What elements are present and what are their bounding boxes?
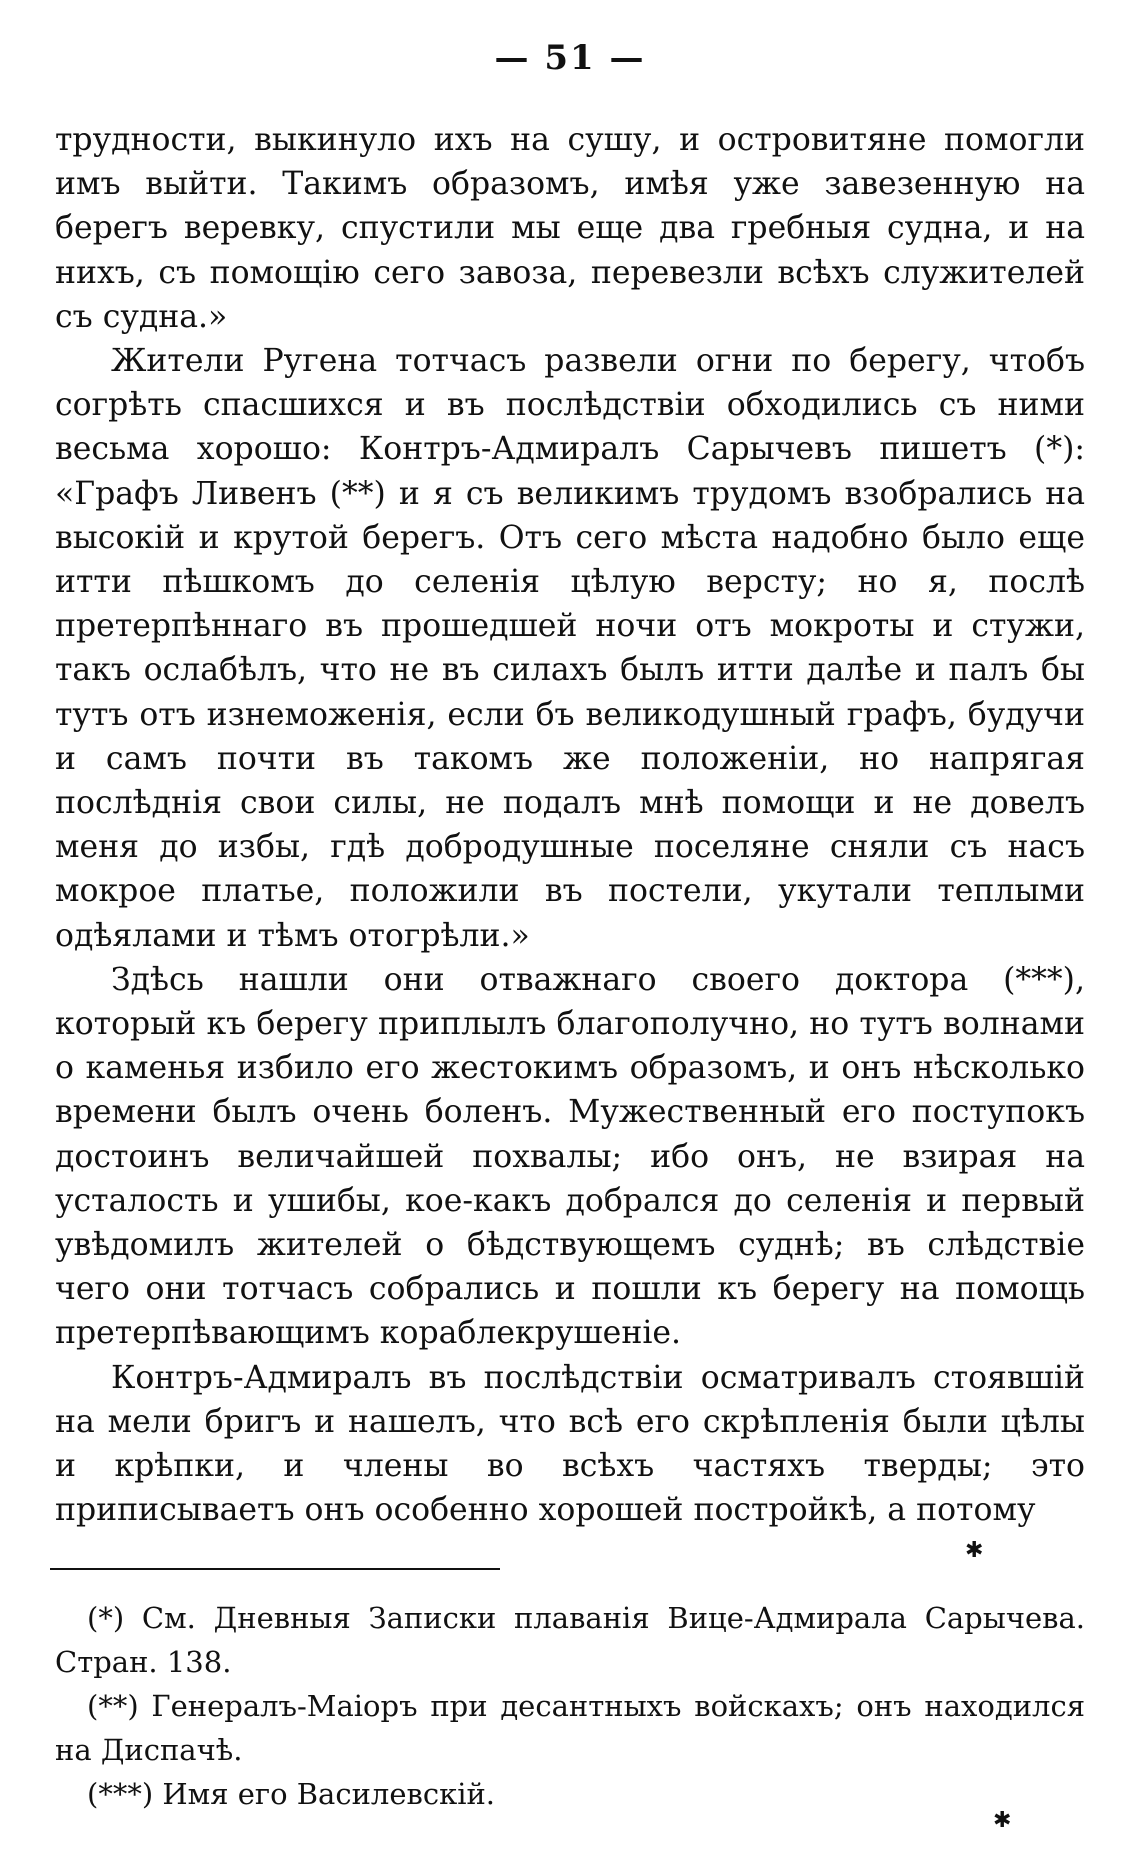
paragraph: Здѣсь нашли они отважнаго своего доктора (***), который къ берегу приплылъ благополучно, но тутъ волнами о каменья избило его жестокимъ образомъ, и онъ нѣсколько времени былъ очень боленъ. Мужественный его поступокъ достоинъ величайшей похвалы; ибо онъ, не взирая на усталость и ушибы, кое-какъ добрался до селенія и первый увѣдомилъ жителей о бѣдствующемъ суднѣ; въ слѣдствіе чего они тотчасъ собрались и пошли къ берегу на помощь претерпѣвающимъ кораблекрушеніе. xyxy=(55,961,1085,1352)
footnotes xyxy=(55,1596,1085,1816)
paragraph-continued: трудности, выкинуло ихъ на сушу, и островитяне помогли имъ выйти. Такимъ образомъ, имѣя уже завезенную на берегъ веревку, спустили мы еще два гребныя судна, и на нихъ, съ помощію сего завоза, перевезли всѣхъ служителей съ судна.» xyxy=(55,122,1085,335)
body-text xyxy=(55,118,1085,1533)
footnote: (*) См. Дневныя Записки плаванія Вице-Адмирала Сарычева. Стран. 138. xyxy=(55,1601,1085,1679)
footnote: (**) Генералъ-Маіоръ при десантныхъ войскахъ; онъ находился на Диспачѣ. xyxy=(55,1689,1085,1767)
footnote-divider xyxy=(50,1568,500,1570)
paragraph: Жители Ругена тотчасъ развели огни по берегу, чтобъ согрѣть спасшихся и въ послѣдствіи обходились съ ними весьма хорошо: Контръ-Адмиралъ Сарычевъ пишетъ (*): «Графъ Ливенъ (**) и я съ великимъ трудомъ взобрались на высокій и крутой берегъ. Отъ сего мѣста надобно было еще итти пѣшкомъ до селенія цѣлую версту; но я, послѣ претерпѣннаго въ прошедшей ночи отъ мокроты и стужи, такъ ослабѣлъ, что не въ силахъ былъ итти далѣе и палъ бы тутъ отъ изнеможенія, если бъ великодушный графъ, будучи и самъ почти въ такомъ же положеніи, но напрягая послѣднія свои силы, не подалъ мнѣ помощи и не довелъ меня до избы, гдѣ добродушные поселяне сняли съ насъ мокрое платье, положили въ постели, укутали теплыми одѣялами и тѣмъ отогрѣли.» xyxy=(55,343,1085,954)
ink-star-mark: ✱ xyxy=(993,1808,1012,1833)
paragraph: Контръ-Адмиралъ въ послѣдствіи осматривалъ стоявшій на мели бригъ и нашелъ, что всѣ его скрѣпленія были цѣлы и крѣпки, и члены во всѣхъ частяхъ тверды; это приписываетъ онъ особенно хорошей постройкѣ, а потому xyxy=(55,1359,1085,1529)
page-number: — 51 — xyxy=(494,38,646,78)
ink-star-mark: ✱ xyxy=(965,1538,984,1563)
footnote: (***) Имя его Василевскій. xyxy=(87,1777,496,1811)
